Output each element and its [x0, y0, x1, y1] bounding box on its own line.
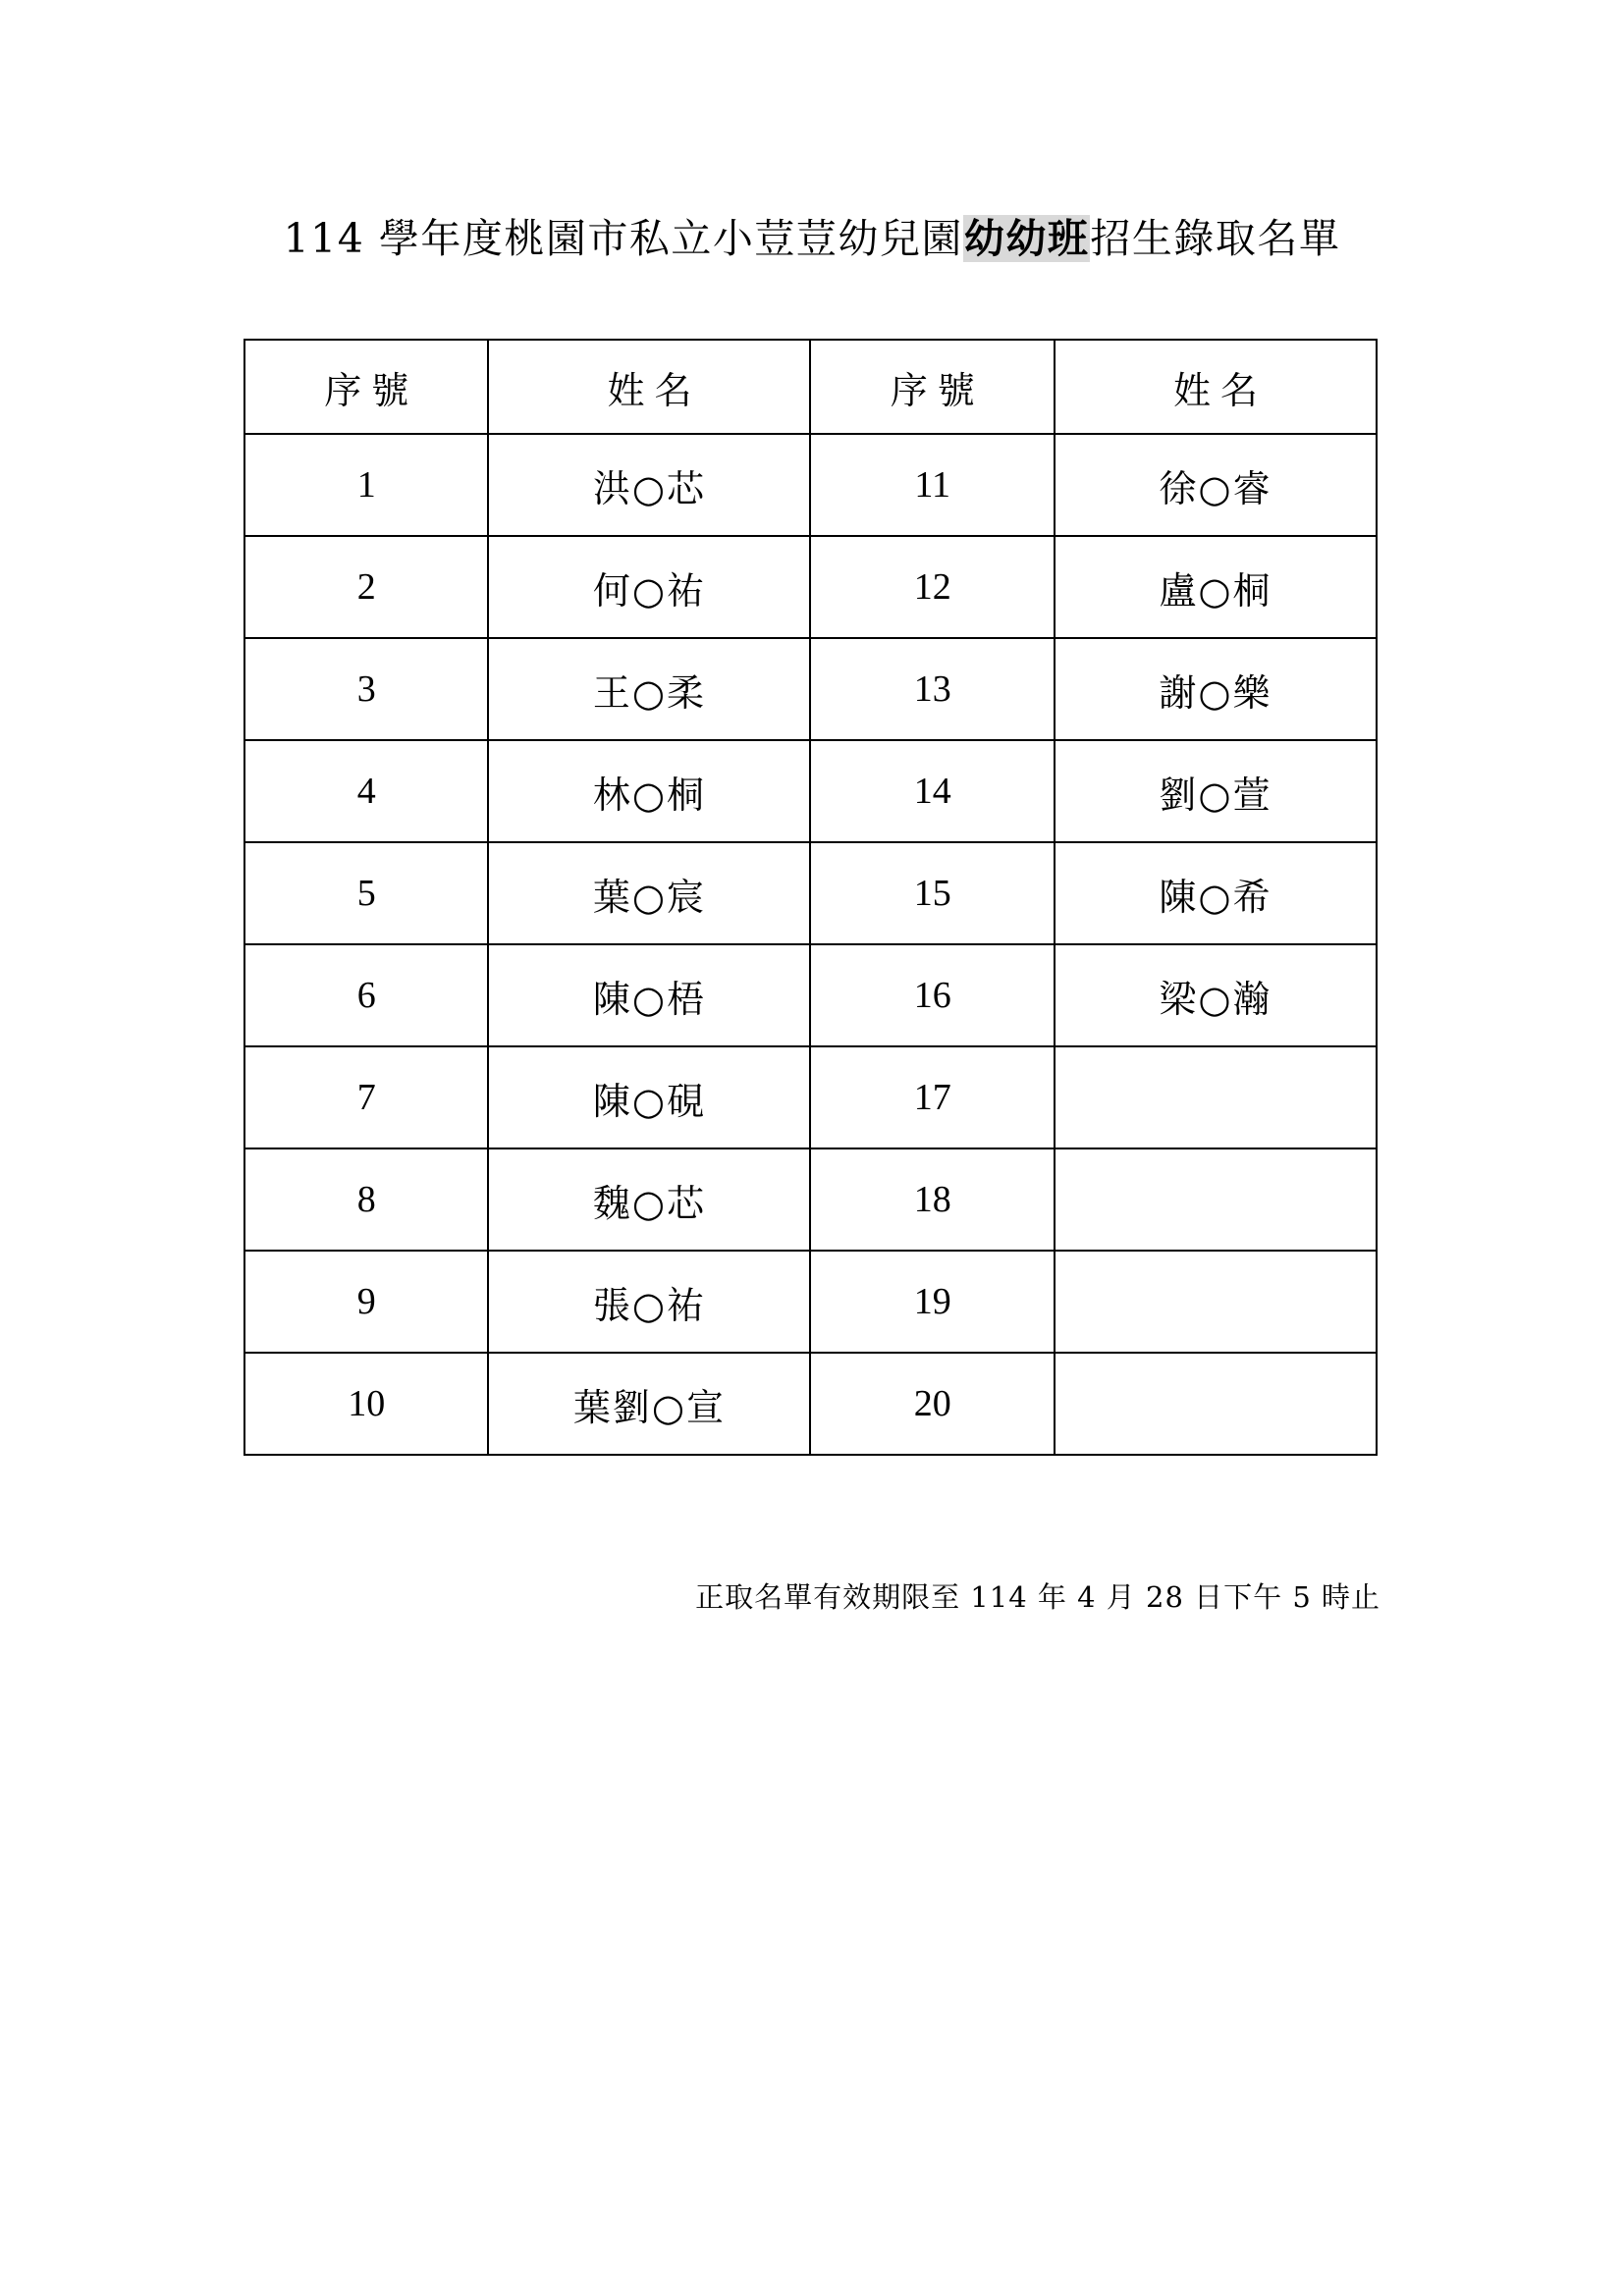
cell-no-right: 19: [810, 1251, 1054, 1353]
cell-no-right: 20: [810, 1353, 1054, 1455]
cell-name-right: 盧○桐: [1055, 536, 1377, 638]
cell-name-left: 葉○宸: [488, 842, 810, 944]
page-title-highlight: 幼幼班: [963, 215, 1090, 262]
table-row: [244, 842, 1377, 944]
cell-no-right: 13: [810, 638, 1054, 740]
cell-no-left: 4: [244, 740, 488, 842]
cell-name-left: 王○柔: [488, 638, 810, 740]
cell-name-right: [1055, 1148, 1377, 1251]
cell-name-right: 梁○瀚: [1055, 944, 1377, 1046]
page-title-suffix: 招生錄取名單: [1090, 215, 1341, 262]
cell-name-right: [1055, 1251, 1377, 1353]
cell-no-right: 11: [810, 434, 1054, 536]
cell-name-left: 葉劉○宣: [488, 1353, 810, 1455]
validity-note: 正取名單有效期限至 114 年 4 月 28 日下午 5 時止: [695, 1580, 1380, 1614]
cell-name-right: 劉○萱: [1055, 740, 1377, 842]
cell-no-right: 16: [810, 944, 1054, 1046]
cell-name-right: 謝○樂: [1055, 638, 1377, 740]
cell-name-right: 陳○希: [1055, 842, 1377, 944]
column-header-no-right: 序號: [810, 340, 1054, 434]
admissions-table: [244, 339, 1378, 1456]
table-row: [244, 638, 1377, 740]
cell-name-right: 徐○睿: [1055, 434, 1377, 536]
table-row: [244, 1148, 1377, 1251]
page-title-prefix: 114 學年度桃園市私立小荳荳幼兒園: [283, 215, 963, 262]
cell-no-left: 5: [244, 842, 488, 944]
column-header-name-right: 姓名: [1055, 340, 1377, 434]
cell-name-left: 張○祐: [488, 1251, 810, 1353]
cell-no-left: 7: [244, 1046, 488, 1148]
table-row: [244, 944, 1377, 1046]
cell-name-left: 洪○芯: [488, 434, 810, 536]
cell-name-right: [1055, 1353, 1377, 1455]
cell-no-right: 14: [810, 740, 1054, 842]
table-row: [244, 434, 1377, 536]
cell-name-left: 魏○芯: [488, 1148, 810, 1251]
cell-name-left: 陳○硯: [488, 1046, 810, 1148]
cell-no-left: 2: [244, 536, 488, 638]
cell-no-left: 3: [244, 638, 488, 740]
cell-no-right: 17: [810, 1046, 1054, 1148]
table-row: [244, 1046, 1377, 1148]
table-row: [244, 536, 1377, 638]
cell-no-left: 1: [244, 434, 488, 536]
cell-no-right: 18: [810, 1148, 1054, 1251]
cell-no-left: 9: [244, 1251, 488, 1353]
cell-no-left: 10: [244, 1353, 488, 1455]
table-row: [244, 1251, 1377, 1353]
table-row: [244, 1353, 1377, 1455]
cell-no-right: 12: [810, 536, 1054, 638]
cell-no-left: 6: [244, 944, 488, 1046]
column-header-no-left: 序號: [244, 340, 488, 434]
page-title: [0, 206, 1624, 264]
table-header-row: [244, 340, 1377, 434]
column-header-name-left: 姓名: [488, 340, 810, 434]
cell-name-right: [1055, 1046, 1377, 1148]
cell-name-left: 陳○梧: [488, 944, 810, 1046]
cell-name-left: 林○桐: [488, 740, 810, 842]
cell-no-left: 8: [244, 1148, 488, 1251]
cell-name-left: 何○祐: [488, 536, 810, 638]
cell-no-right: 15: [810, 842, 1054, 944]
table-row: [244, 740, 1377, 842]
